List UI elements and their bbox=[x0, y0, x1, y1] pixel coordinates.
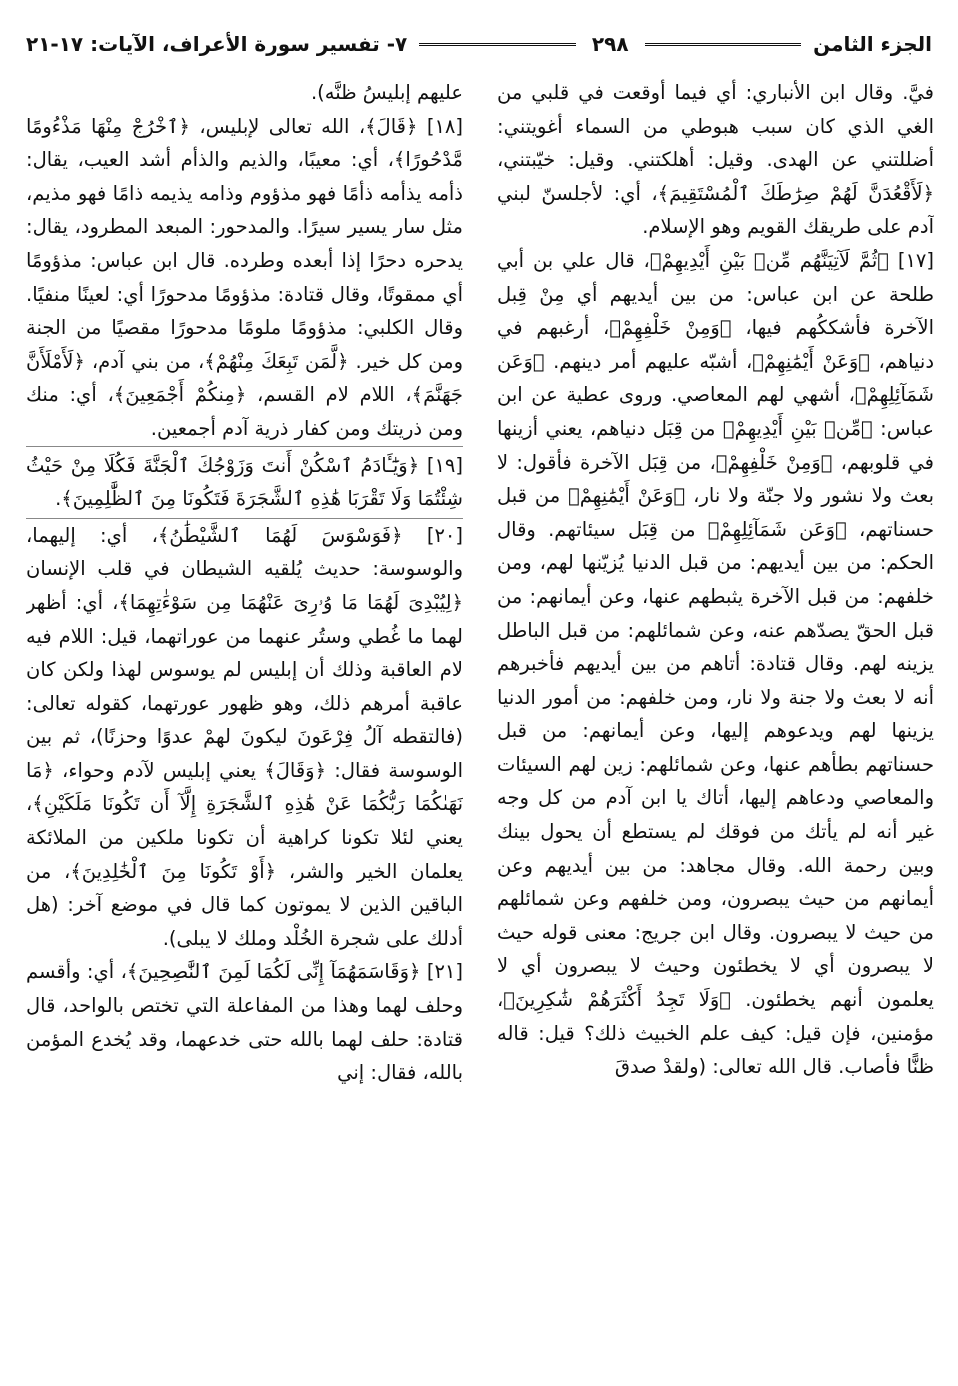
paragraph: [٢١] ﴿وَقَاسَمَهُمَآ إِنِّى لَكُمَا لَمِنَ ٱلنَّٰصِحِينَ﴾، أي: وأقسم وحلف لهما وهذا من المفاعلة التي تختص بالواحد، قال قتادة: حلف لهما بالله حتى خدعهما، وقد يُخدع المؤمن بالله، فقال: إني bbox=[26, 960, 463, 1085]
paragraph: [١٧] ﴿ثُمَّ لَآتِيَنَّهُم مِّنۢ بَيْنِ أَيْدِيهِمْ﴾، قال علي بن أبي طلحة عن ابن عباس: من بين أيديهم أي مِنْ قِبل الآخرة فأشككُهم فيها، ﴿وَمِنْ خَلْفِهِمْ﴾، أرغبهم في دنياهم، ﴿وَعَنْ أَيْمَٰنِهِمْ﴾، أشبّه عليهم أمر دينهم. ﴿وَعَن شَمَآئِلِهِمْ﴾، أشهي لهم المعاصي. وروى عطية عن ابن عباس: ﴿مِّنۢ بَيْنِ أَيْدِيهِمْ﴾ من قِبَل دنياهم، يعني أزينها في قلوبهم، ﴿وَمِنْ خَلْفِهِمْ﴾، من قِبَل الآخرة فأقول: لا بعث ولا نشور ولا جنّة ولا نار، ﴿وَعَنْ أَيْمَٰنِهِمْ﴾ من قبل حسناتهم، ﴿وَعَن شَمَآئِلِهِمْ﴾ من قِبَل سيئاتهم. وقال الحكم: من بين أيديهم: من قبل الدنيا يُزيّنها لهم، ومن خلفهم: من قبل الآخرة يثبطهم عنها، وعن أيمانهم: من قبل الحقّ يصدّهم عنه، وعن شمائلهم: من قبل الباطل يزينه لهم. وقال قتادة: أتاهم من بين أيديهم فأخبرهم أنه لا بعث ولا جنة ولا نار، ومن خلفهم: من أمور الدنيا يزينها لهم ويدعوهم إليها، وعن أيمانهم: من قبل حسناتهم بطأهم عنها، وعن شمائلهم: زين لهم السيئات والمعاصي ودعاهم إليها، أتاك يا ابن آدم من كل وجه غير أنه لم يأتك من فوقك لم يستطع أن يحول بينك وبين رحمة الله. وقال مجاهد: من بين أيديهم وعن أيمانهم من حيث يبصرون، ومن خلفهم وعن شمائلهم من حيث لا يبصرون. وقال ابن جريج: معنى قوله حيث لا يبصرون أي لا يخطئون وحيث لا يبصرون أي لا يعلمون أنهم يخطئون. ﴿وَلَا تَجِدُ أَكْثَرَهُمْ شَٰكِرِينَ﴾، مؤمنين، فإن قيل: كيف علم الخبيث ذلك؟ قيل: قاله ظنًّا فأصاب. قال الله تعالى: (ولقدْ صدقَ bbox=[497, 248, 934, 1079]
header-rule-right bbox=[645, 43, 802, 46]
paragraph: [١٨] ﴿قَالَ﴾، الله تعالى لإبليس، ﴿ٱخْرُجْ مِنْهَا مَذْءُومًا مَّدْحُورًا﴾، أي: معيبًا، والذيم والذأم أشد العيب، يقال: ذأمه يذأمه ذأمًا فهو مذؤوم وذامه يذيمه ذامًا فهو مذيم، مثل سار يسير سيرًا. والمدحور: المبعد المطرود، يقال: يدحره دحرًا إذا أبعده وطرده. قال ابن عباس: مذؤومًا أي ممقوتًا، وقال قتادة: مذؤومًا مدحورًا أي: لعينًا منفيًا. وقال الكلبي: مذؤومًا ملومًا مدحورًا مقصيًا من الجنة ومن كل خير. ﴿لَّمَن تَبِعَكَ مِنْهُمْ﴾، من بني آدم، ﴿لَأَمْلَأَنَّ جَهَنَّمَ﴾، اللام لام القسم، ﴿مِنكُمْ أَجْمَعِينَ﴾، أي: منك ومن ذريتك ومن كفار ذرية آدم أجمعين. bbox=[26, 114, 463, 440]
left-column bbox=[26, 76, 463, 1366]
page-header bbox=[26, 28, 932, 60]
paragraph: عليهم إبليسُ ظنَّه). bbox=[310, 81, 463, 104]
verse-paragraph: [١٩] ﴿وَيَٰٓـَٔادَمُ ٱسْكُنْ أَنتَ وَزَوْجُكَ ٱلْجَنَّةَ فَكُلَا مِنْ حَيْثُ شِئْتُمَا وَلَا تَقْرَبَا هَٰذِهِ ٱلشَّجَرَةَ فَتَكُونَا مِنَ ٱلظَّٰلِمِينَ﴾. bbox=[26, 446, 463, 519]
header-rule-left bbox=[419, 43, 576, 46]
right-column bbox=[497, 76, 934, 1366]
paragraph: فيَّ. وقال ابن الأنباري: أي فيما أوقعت في قلبي من الغي الذي كان سبب هبوطي من السماء أغويتني: أضللتني عن الهدى. وقيل: أهلكتني. وقيل: خيّبتني، ﴿لَأَقْعُدَنَّ لَهُمْ صِرَٰطَكَ ٱلْمُسْتَقِيمَ﴾، أي: لأجلسنّ لبني آدم على طريقك القويم وهو الإسلام. bbox=[497, 81, 934, 239]
page-number: ٢٩٨ bbox=[591, 32, 629, 56]
paragraph: [٢٠] ﴿فَوَسْوَسَ لَهُمَا ٱلشَّيْطَٰنُ﴾، أي: إليهما، والوسوسة: حديث يُلقيه الشيطان في قلب الإنسان ﴿لِيُبْدِىَ لَهُمَا مَا وُۥرِىَ عَنْهُمَا مِن سَوْءَٰتِهِمَا﴾، أي: أظهر لهما ما غُطي وستُر عنهما من عوراتهما، قيل: اللام فيه لام العاقبة وذلك أن إبليس لم يوسوس لهذا ولكن كان عاقبة أمرهم ذلك، وهو ظهور عورتهما، كقوله تعالى: (فالتقطه آلُ فِرْعَونَ ليكونَ لهمْ عدوًا وحزنًا)، ثم بين الوسوسة فقال: ﴿وَقَالَ﴾ يعني إبليس لآدم وحواء، ﴿مَا نَهَىٰكُمَا رَبُّكُمَا عَنْ هَٰذِهِ ٱلشَّجَرَةِ إِلَّآ أَن تَكُونَا مَلَكَيْنِ﴾، يعني لئلا تكونا كراهية أن تكونا ملكين من الملائكة يعلمان الخير والشر، ﴿أَوْ تَكُونَا مِنَ ٱلْخَٰلِدِينَ﴾، من الباقين الذين لا يموتون كما قال في موضع آخر: (هل أدلك على شجرة الخُلْد وملك لا يبلى). bbox=[26, 523, 463, 950]
section-title: ٧- تفسير سورة الأعراف، الآيات: ١٧-٢١ bbox=[25, 32, 408, 56]
text-columns bbox=[26, 76, 934, 1366]
volume-label: الجزء الثامن bbox=[813, 32, 932, 56]
